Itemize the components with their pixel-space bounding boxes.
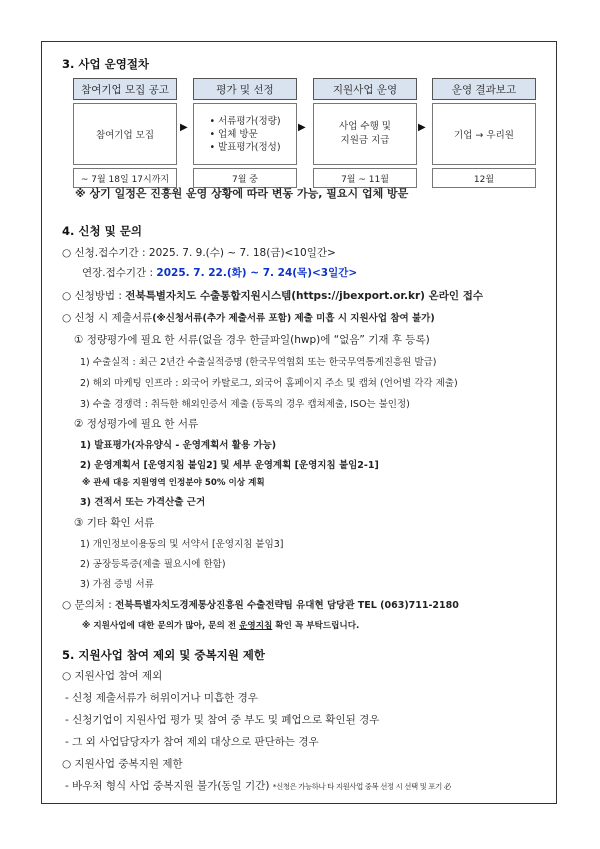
qual-doc-item-text: 1) 발표평가(자유양식 - 운영계획서 활용 가능) [80,440,277,451]
flow-step-header: 운영 결과보고 [432,78,536,100]
section-5-title: 5. 지원사업 참여 제외 및 중복지원 제한 [62,648,266,662]
apply-method-label: ○ 신청방법 : [62,290,126,302]
exclusion-item: - 그 외 사업담당자가 참여 제외 대상으로 판단하는 경우 [65,736,319,748]
flow-arrow: ▶ [180,122,188,133]
flow-step-body [193,103,297,165]
flow-step-header: 평가 및 선정 [193,78,297,100]
qual-doc-item-text: 2) 운영계획서 [운영지침 붙임2] 및 세부 운영계획 [운영지침 붙임2-1] [80,460,379,471]
flow-step-header: 참여기업 모집 공고 [73,78,177,100]
flow-step-item: • 발표평가(정성) [209,141,281,153]
flow-step-date: ~ 7월 18일 17시까지 [73,168,177,188]
exclusion-heading: ○ 지원사업 참여 제외 [62,670,163,682]
flow-step-4 [432,78,536,188]
flow-step-text: 기업 → 우리원 [454,130,514,141]
duplicate-item [65,778,451,793]
other-docs-heading: ③ 기타 확인 서류 [74,517,155,529]
quant-doc-item: 1) 수출실적 : 최근 2년간 수출실적증명 (한국무역협회 또는 한국무역통계진흥원 발급) [80,357,437,368]
section-4-title: 4. 신청 및 문의 [62,224,142,238]
extended-period-value: 2025. 7. 22.(화) ~ 7. 24(목)<3일간> [156,267,358,279]
apply-method-value: 전북특별자치도 수출통합지원시스템(https://jbexport.or.kr) 온라인 접수 [125,290,483,302]
other-doc-item: 1) 개인정보이용동의 및 서약서 [운영지침 붙임3] [80,539,284,550]
flow-step-text: 참여기업 모집 [95,130,155,141]
quant-doc-item: 2) 해외 마케팅 인프라 : 외국어 카탈로그, 외국어 홈페이지 주소 및 캡쳐 (언어별 각각 제출) [80,378,458,389]
contact-value: 전북특별자치도경제통상진흥원 수출전략팀 유대현 담당관 TEL (063)711-2180 [115,600,459,611]
other-doc-item: 2) 공장등록증(제출 필요시에 한함) [80,559,226,570]
qual-doc-note-text: ※ 관세 대응 지원영역 인정분야 50% 이상 계획 [82,478,265,488]
other-doc-item: 3) 가점 증빙 서류 [80,579,154,590]
qual-doc-item [80,457,379,471]
contact-label: ○ 문의처 : [62,599,116,611]
apply-period: ○ 신청.접수기간 : 2025. 7. 9.(수) ~ 7. 18(금)<10일간> [62,247,336,259]
flow-step-1 [73,78,177,188]
qual-doc-item [80,437,276,451]
contact-note-b: 확인 꼭 부탁드립니다. [272,621,360,631]
flow-step-text: 사업 수행 및 [339,121,391,132]
contact-note [82,619,359,631]
flow-arrow: ▶ [418,122,426,133]
quant-docs-heading: ① 정량평가에 필요 한 서류(없을 경우 한글파일(hwp)에 “없음” 기재 후 등록) [74,334,430,346]
submit-docs-note: (※신청서류(추가 제출서류 포함) 제출 미흡 시 지원사업 참여 불가) [152,313,435,324]
extended-period-label: 연장.접수기간 : [82,267,157,279]
flow-step-header: 지원사업 운영 [313,78,417,100]
exclusion-item: - 신청기업이 지원사업 평가 및 참여 중 부도 및 폐업으로 확인된 경우 [65,714,380,726]
flow-step-text: 지원금 지급 [340,135,390,146]
duplicate-heading: ○ 지원사업 중복지원 제한 [62,758,183,770]
extended-period [82,265,357,280]
flow-step-body [313,103,417,165]
schedule-note: ※ 상기 일정은 진흥원 운영 상황에 따라 변동 가능, 필요시 업체 방문 [75,187,409,200]
contact-note-a: ※ 지원사업에 대한 문의가 많아, 문의 전 [82,621,240,631]
section-3-title: 3. 사업 운영절차 [62,57,150,71]
flow-step-2 [193,78,297,188]
qual-doc-note [82,476,265,488]
quant-doc-item: 3) 수출 경쟁력 : 취득한 해외인증서 제출 (등록의 경우 캡쳐제출, ISO는 불인정) [80,399,410,410]
duplicate-item-text: - 바우처 형식 사업 중복지원 불가(동일 기간) [65,780,270,792]
exclusion-item: - 신청 제출서류가 허위이거나 미흡한 경우 [65,692,258,704]
flow-step-item: • 서류평가(정량) [209,115,281,127]
flow-step-body [73,103,177,165]
qual-docs-heading: ② 정성평가에 필요 한 서류 [74,418,199,430]
flow-step-3 [313,78,417,188]
flow-arrow: ▶ [298,122,306,133]
flow-step-date: 12월 [432,168,536,188]
flow-step-body [432,103,536,165]
submit-docs-label: ○ 신청 시 제출서류 [62,312,153,324]
contact [62,597,459,612]
apply-method [62,288,483,303]
qual-doc-item [80,494,205,508]
flow-step-item: • 업체 방문 [209,128,258,140]
flow-step-date: 7월 중 [193,168,297,188]
duplicate-item-note: *신청은 가능하나 타 지원사업 중복 선정 시 선택 및 포기 必 [272,782,451,791]
submit-docs [62,310,435,325]
contact-note-link: 운영지침 [239,621,273,631]
flow-step-date: 7월 ~ 11월 [313,168,417,188]
qual-doc-item-text: 3) 견적서 또는 가격산출 근거 [80,497,206,508]
